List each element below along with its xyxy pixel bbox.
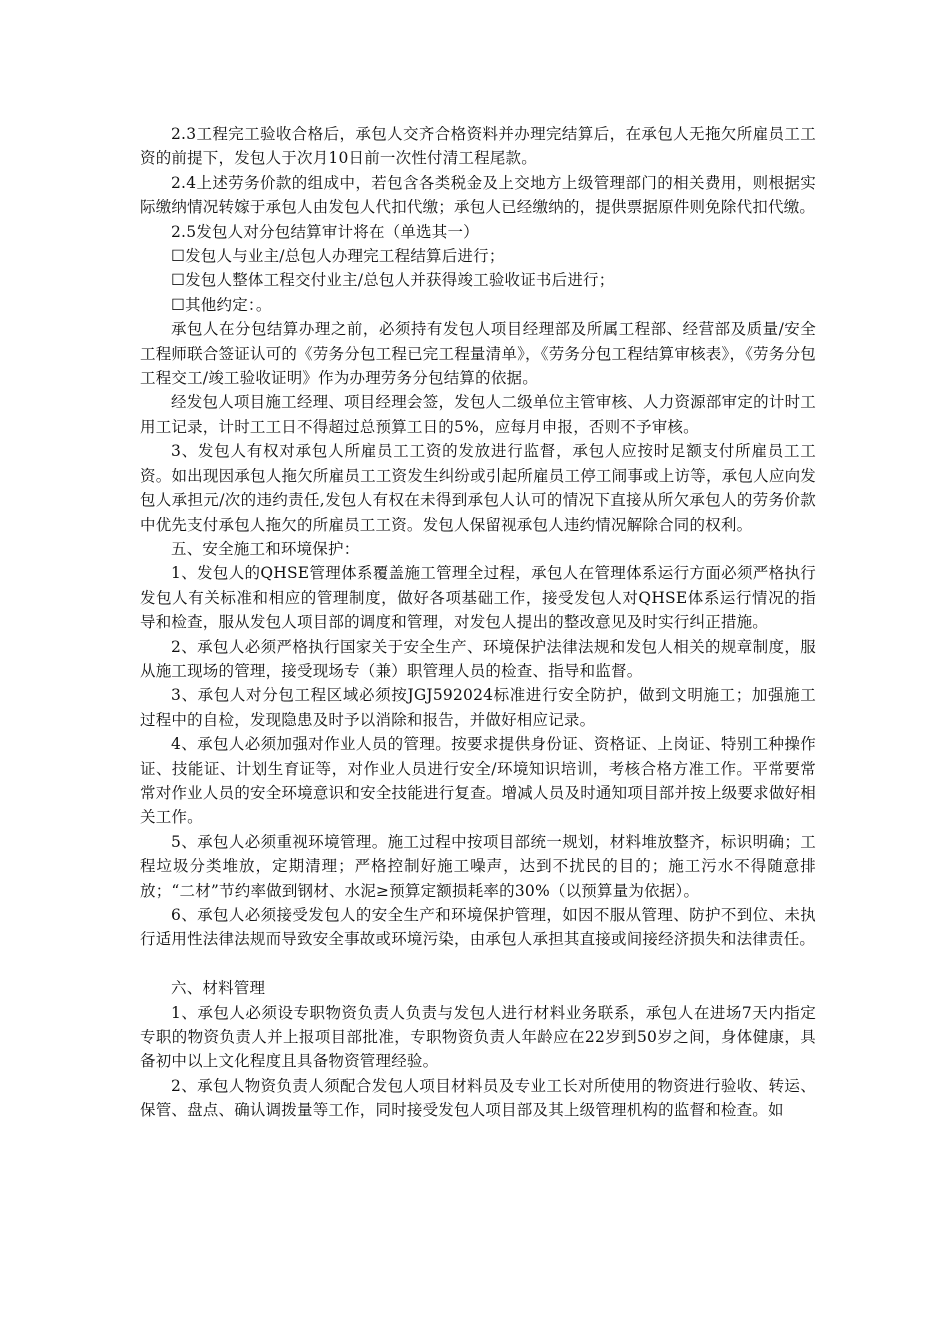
- paragraph-2-3-final-payment: 2.3工程完工验收合格后，承包人交齐合格资料并办理完结算后，在承包人无拖欠所雇员工工资的前提下，发包人于次月10日前一次性付清工程尾款。: [140, 125, 816, 168]
- blank-line: [140, 952, 816, 976]
- paragraph-settlement-basis: 承包人在分包结算办理之前，必须持有发包人项目经理部及所属工程部、经营部及质量/安全工程师联合签证认可的《劳务分包工程已完工程量清单》，《劳务分包工程结算审核表》，《劳务分包工程交工/竣工验收证明》作为办理劳务分包结算的依据。: [140, 320, 816, 388]
- paragraph-safety-3-protection: 3、承包人对分包工程区域必须按JGJ592024标准进行安全防护，做到文明施工；加强施工过程中的自检，发现隐患及时予以消除和报告，并做好相应记录。: [140, 686, 816, 729]
- section-heading-materials: 六、材料管理: [171, 979, 266, 998]
- paragraph-hourly-work-record: 经发包人项目施工经理、项目经理会签，发包人二级单位主管审核、人力资源部审定的计时工用工记录，计时工工日不得超过总预算工日的5%，应每月申报，否则不予审核。: [140, 393, 816, 436]
- paragraph-materials-1-manager: 1、承包人必须设专职物资负责人负责与发包人进行材料业务联系，承包人在进场7天内指定专职的物资负责人并上报项目部批准，专职物资负责人年龄应在22岁到50岁之间，身体健康，具备初中以上文化程度且具备物资管理经验。: [140, 1003, 816, 1071]
- checkbox-option-other: ☐其他约定：。: [171, 295, 272, 314]
- paragraph-2-4-tax-withholding: 2.4上述劳务价款的组成中，若包含各类税金及上交地方上级管理部门的相关费用，则根据实际缴纳情况转嫁于承包人由发包人代扣代缴；承包人已经缴纳的，提供票据原件则免除代扣代缴。: [140, 173, 816, 217]
- paragraph-2-5-audit-choice: 2.5发包人对分包结算审计将在（单选其一）: [171, 222, 479, 241]
- checkbox-option-completion-certificate: ☐发包人整体工程交付业主/总包人并获得竣工验收证书后进行；: [171, 271, 615, 290]
- checkbox-option-settlement: ☐发包人与业主/总包人办理完工程结算后进行；: [171, 247, 505, 266]
- paragraph-3-wage-supervision: 3、发包人有权对承包人所雇员工工资的发放进行监督，承包人应按时足额支付所雇员工工资。如出现因承包人拖欠所雇员工工资发生纠纷或引起所雇员工停工闹事或上访等，承包人应向发包人承担元/次的违约责任,发包人有权在未得到承包人认可的情况下直接从所欠承包人的劳务价款中优先支付承包人拖欠的所雇员工工资。发包人保留视承包人违约情况解除合同的权利。: [140, 442, 816, 534]
- section-heading-safety-environment: 五、安全施工和环境保护：: [171, 539, 360, 558]
- paragraph-safety-1-qhse: 1、发包人的QHSE管理体系覆盖施工管理全过程，承包人在管理体系运行方面必须严格执行发包人有关标准和相应的管理制度，做好各项基础工作，接受发包人对QHSE体系运行情况的指导和检查，服从发包人项目部的调度和管理，对发包人提出的整改意见及时实行纠正措施。: [140, 564, 816, 632]
- paragraph-safety-2-regulations: 2、承包人必须严格执行国家关于安全生产、环境保护法律法规和发包人相关的规章制度，服从施工现场的管理，接受现场专（兼）职管理人员的检查、指导和监督。: [140, 637, 816, 680]
- paragraph-materials-2-cooperation: 2、承包人物资负责人须配合发包人项目材料员及专业工长对所使用的物资进行验收、转运、保管、盘点、确认调拨量等工作，同时接受发包人项目部及其上级管理机构的监督和检查。如: [140, 1076, 816, 1120]
- paragraph-safety-5-environment: 5、承包人必须重视环境管理。施工过程中按项目部统一规划，材料堆放整齐，标识明确；工程垃圾分类堆放，定期清理；严格控制好施工噪声，达到不扰民的目的；施工污水不得随意排放；“二材”节约率做到钢材、水泥≥预算定额损耗率的30%（以预算量为依据）。: [140, 832, 816, 900]
- paragraph-safety-6-liability: 6、承包人必须接受发包人的安全生产和环境保护管理，如因不服从管理、防护不到位、未执行适用性法律法规而导致安全事故或环境污染，由承包人承担其直接或间接经济损失和法律责任。: [140, 906, 816, 949]
- paragraph-safety-4-personnel: 4、承包人必须加强对作业人员的管理。按要求提供身份证、资格证、上岗证、特别工种操作证、技能证、计划生育证等，对作业人员进行安全/环境知识培训，考核合格方准工作。平常要常常对作业人员的安全环境意识和安全技能进行复查。增减人员及时通知项目部并按上级要求做好相关工作。: [140, 735, 816, 827]
- document-body: [140, 122, 816, 1123]
